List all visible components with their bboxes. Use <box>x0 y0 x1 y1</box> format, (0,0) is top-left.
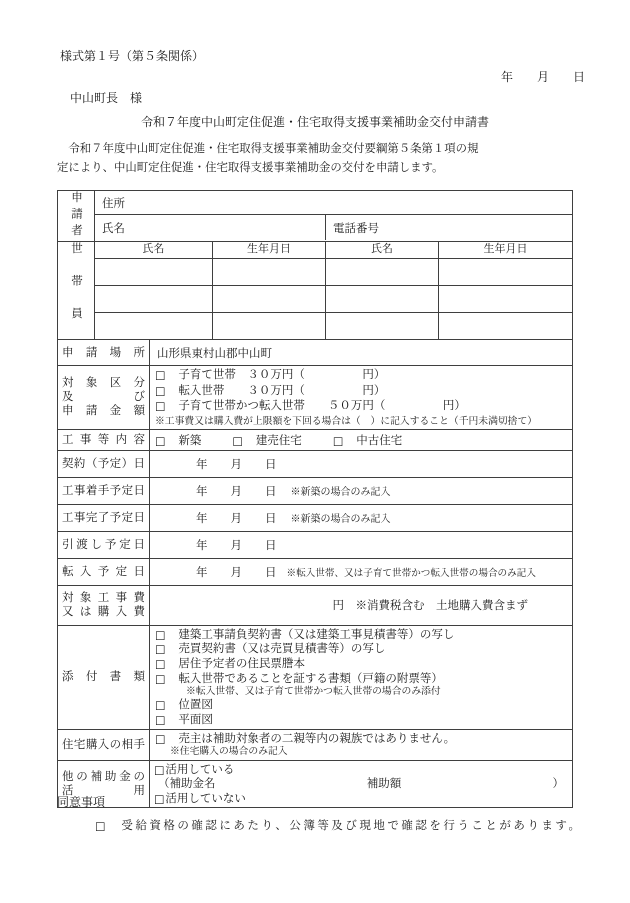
checkbox-seller-not-relative[interactable]: □ <box>155 732 166 746</box>
cost-unit-note: 円 ※消費税含む 土地購入費含まず <box>332 600 528 612</box>
attachment-item-label: 売買契約書（又は売買見積書等）の写し <box>178 643 386 656</box>
member-birthdate-cell[interactable] <box>212 258 325 285</box>
attachment-item-label: 平面図 <box>178 714 213 727</box>
date-placeholder: 年 月 日 <box>196 458 277 471</box>
complete-date-field[interactable] <box>150 505 572 531</box>
handover-date-label: 引渡し予定日 <box>62 538 145 551</box>
category-label-line: 対象区分 <box>62 377 145 390</box>
cost-value-field[interactable] <box>150 586 572 625</box>
category-option-label: 子育て世帯 ３０万円（ 円） <box>178 369 386 381</box>
category-label-cell <box>58 366 150 429</box>
checkbox-childcare-and-movein[interactable]: □ <box>155 399 166 413</box>
page-title: 令和７年度中山町定住促進・住宅取得支援事業補助金交付申請書 <box>140 115 489 129</box>
member-birthdate-cell[interactable] <box>438 285 572 312</box>
checkbox-used-home[interactable]: □ <box>332 434 344 447</box>
construction-option-label: 新築 <box>178 434 202 447</box>
checkbox-resident-record[interactable]: □ <box>155 657 166 671</box>
row-complete-date <box>58 504 572 531</box>
attachment-item-label: 転入世帯であることを証する書類（戸籍の附票等） <box>178 672 443 685</box>
row-application-place <box>58 339 572 365</box>
addressee: 中山町長 様 <box>70 91 143 105</box>
cost-label-line: 又は購入費 <box>62 606 145 618</box>
member-birthdate-cell[interactable] <box>438 312 572 339</box>
consent-item-label: 受給資格の確認にあたり、公簿等及び現地で確認を行うことがあります。 <box>121 820 583 832</box>
household-section-label-cell <box>58 242 95 340</box>
household-section-label: 世帯員 <box>70 241 82 339</box>
seller-declaration-label: 売主は補助対象者の二親等内の親族ではありません。 <box>178 732 456 745</box>
other-subsidy-label-line: 他の補助金の <box>62 770 145 783</box>
checkbox-consent[interactable]: □ <box>95 819 106 833</box>
subsidy-amount-field[interactable]: 補助額 <box>366 778 402 791</box>
member-name-cell[interactable] <box>95 312 212 339</box>
form-code: 様式第１号（第５条関係） <box>60 49 205 63</box>
category-label-line: 及び <box>62 391 145 404</box>
place-label-cell <box>58 340 150 365</box>
place-value: 山形県東村山郡中山町 <box>157 347 272 360</box>
applicant-section-label-cell <box>58 191 95 241</box>
row-attachments <box>58 625 572 729</box>
category-option-label: 子育て世帯かつ転入世帯 ５０万円（ 円） <box>178 400 466 412</box>
attachments-label-cell <box>58 626 150 729</box>
row-handover-date <box>58 531 572 558</box>
handover-date-field[interactable] <box>150 532 572 558</box>
attachment-item <box>150 657 572 672</box>
other-subsidy-detail <box>150 777 572 791</box>
checkbox-location-map[interactable]: □ <box>155 698 166 712</box>
date-placeholder: 年 月 日 <box>196 485 277 498</box>
checkbox-movein-proof[interactable]: □ <box>155 672 166 686</box>
contract-date-field[interactable] <box>150 451 572 477</box>
checkbox-floor-plan[interactable]: □ <box>155 713 166 727</box>
seller-label-cell <box>58 730 150 760</box>
intro-line-2: 定により、中山町定住促進・住宅取得支援事業補助金の交付を申請します。 <box>57 162 444 174</box>
attachments-label: 添付書類 <box>62 671 145 684</box>
date-placeholder: 年 月 日 <box>196 539 277 552</box>
movein-date-label: 転入予定日 <box>62 565 145 578</box>
member-header-name-2: 氏名 <box>325 242 438 258</box>
member-birthdate-cell[interactable] <box>212 312 325 339</box>
construction-option-label: 中古住宅 <box>356 434 403 447</box>
subsidy-name-field[interactable]: （補助金名 <box>158 778 216 791</box>
attachment-item <box>150 642 572 657</box>
checkbox-not-using-other-subsidy[interactable]: □ <box>154 792 165 806</box>
construction-label-cell <box>58 430 150 450</box>
attachment-item-note: ※転入世帯、又は子育て世帯かつ転入世帯の場合のみ添付 <box>186 686 441 698</box>
address-field[interactable] <box>95 191 572 215</box>
applicant-section-label: 申請者 <box>70 191 82 241</box>
checkbox-sales-contract[interactable]: □ <box>155 642 166 656</box>
attachment-item <box>150 672 572 687</box>
section-household-members <box>58 241 572 340</box>
member-birthdate-cell[interactable] <box>438 258 572 285</box>
name-label: 氏名 <box>102 222 125 235</box>
member-birthdate-cell[interactable] <box>212 285 325 312</box>
place-label: 申請場所 <box>62 346 145 359</box>
category-option-childcare <box>150 368 572 384</box>
member-name-cell[interactable] <box>325 258 438 285</box>
date-line: 年 月 日 <box>500 70 585 84</box>
other-subsidy-option-yes <box>150 763 572 777</box>
seller-label: 住宅購入の相手 <box>62 738 145 751</box>
movein-date-label-cell <box>58 559 150 585</box>
construction-option-label: 建売住宅 <box>255 434 302 447</box>
construction-label: 工事等内容 <box>62 433 145 446</box>
phone-label: 電話番号 <box>333 222 379 235</box>
start-date-field[interactable] <box>150 478 572 504</box>
row-target-cost <box>58 585 572 625</box>
complete-date-label-cell <box>58 505 150 531</box>
consent-heading: 同意事項 <box>57 795 106 809</box>
row-contract-date <box>58 450 572 477</box>
complete-date-note: ※新築の場合のみ記入 <box>290 514 391 525</box>
category-option-label: 転入世帯 ３０万円（ 円） <box>178 384 386 397</box>
attachment-item <box>150 628 572 643</box>
category-option-movein <box>150 384 572 400</box>
member-name-cell[interactable] <box>95 285 212 312</box>
checkbox-new-build[interactable]: □ <box>155 434 166 447</box>
checkbox-spec-home[interactable]: □ <box>232 434 243 447</box>
category-option-both <box>150 399 572 415</box>
category-label-line: 申請金額 <box>62 405 145 418</box>
construction-option-spec <box>227 432 301 448</box>
intro-line-1: 令和７年度中山町定住促進・住宅取得支援事業補助金交付要綱第５条第１項の規 <box>57 143 479 155</box>
member-name-cell[interactable] <box>325 312 438 339</box>
member-name-cell[interactable] <box>325 285 438 312</box>
member-header-birthdate-2: 生年月日 <box>438 242 572 258</box>
complete-date-label: 工事完了予定日 <box>62 511 145 524</box>
other-subsidy-label-line: 活用 <box>62 784 145 797</box>
attachment-item-label: 居住予定者の住民票謄本 <box>178 657 305 670</box>
attachment-item <box>150 698 572 713</box>
cost-label-line: 対象工事費 <box>62 592 145 604</box>
contract-date-label-cell <box>58 451 150 477</box>
phone-field[interactable] <box>325 215 572 240</box>
checkbox-movein-household[interactable]: □ <box>155 384 166 397</box>
cost-label-cell <box>58 586 150 625</box>
other-subsidy-no-label: 活用していない <box>165 792 246 805</box>
address-label: 住所 <box>102 197 125 210</box>
row-category-amount <box>58 365 572 429</box>
member-name-cell[interactable] <box>95 258 212 285</box>
attachment-item-label: 建築工事請負契約書（又は建築工事見積書等）の写し <box>178 628 455 641</box>
handover-date-label-cell <box>58 532 150 558</box>
consent-section <box>57 793 587 833</box>
start-date-note: ※新築の場合のみ記入 <box>290 487 391 498</box>
start-date-label: 工事着手予定日 <box>62 484 145 497</box>
movein-date-field[interactable] <box>150 559 572 585</box>
start-date-label-cell <box>58 478 150 504</box>
row-construction-type <box>58 429 572 450</box>
construction-option-used <box>328 432 402 448</box>
seller-note: ※住宅購入の場合のみ記入 <box>170 746 288 758</box>
row-movein-date <box>58 558 572 585</box>
contract-date-label: 契約（予定）日 <box>62 457 145 470</box>
date-placeholder: 年 月 日 <box>196 512 277 525</box>
household-members-grid <box>95 242 572 340</box>
checkbox-construction-contract[interactable]: □ <box>155 628 166 641</box>
category-note: ※工事費又は購入費が上限額を下回る場合は（ ）に記入すること（千円未満切捨て） <box>155 415 538 427</box>
construction-option-new <box>150 432 201 448</box>
member-header-birthdate-1: 生年月日 <box>212 242 325 258</box>
checkbox-using-other-subsidy[interactable]: □ <box>154 763 165 777</box>
seller-declaration <box>150 732 572 747</box>
movein-date-note: ※転入世帯、又は子育て世帯かつ転入世帯の場合のみ記入 <box>286 567 536 579</box>
applicant-name-field[interactable] <box>95 215 325 240</box>
intro-paragraph <box>57 140 587 178</box>
detail-close-paren: ） <box>552 778 564 791</box>
row-seller-relation <box>58 729 572 760</box>
section-applicant <box>58 191 572 241</box>
row-start-date <box>58 477 572 504</box>
attachment-item <box>150 713 572 728</box>
member-header-name-1: 氏名 <box>142 242 165 255</box>
other-subsidy-yes-label: 活用している <box>165 763 235 776</box>
checkbox-childcare-household[interactable]: □ <box>155 368 166 382</box>
consent-item <box>57 817 587 833</box>
attachment-item-label: 位置図 <box>178 699 213 712</box>
application-table <box>57 190 573 808</box>
date-placeholder: 年 月 日 <box>196 566 277 579</box>
